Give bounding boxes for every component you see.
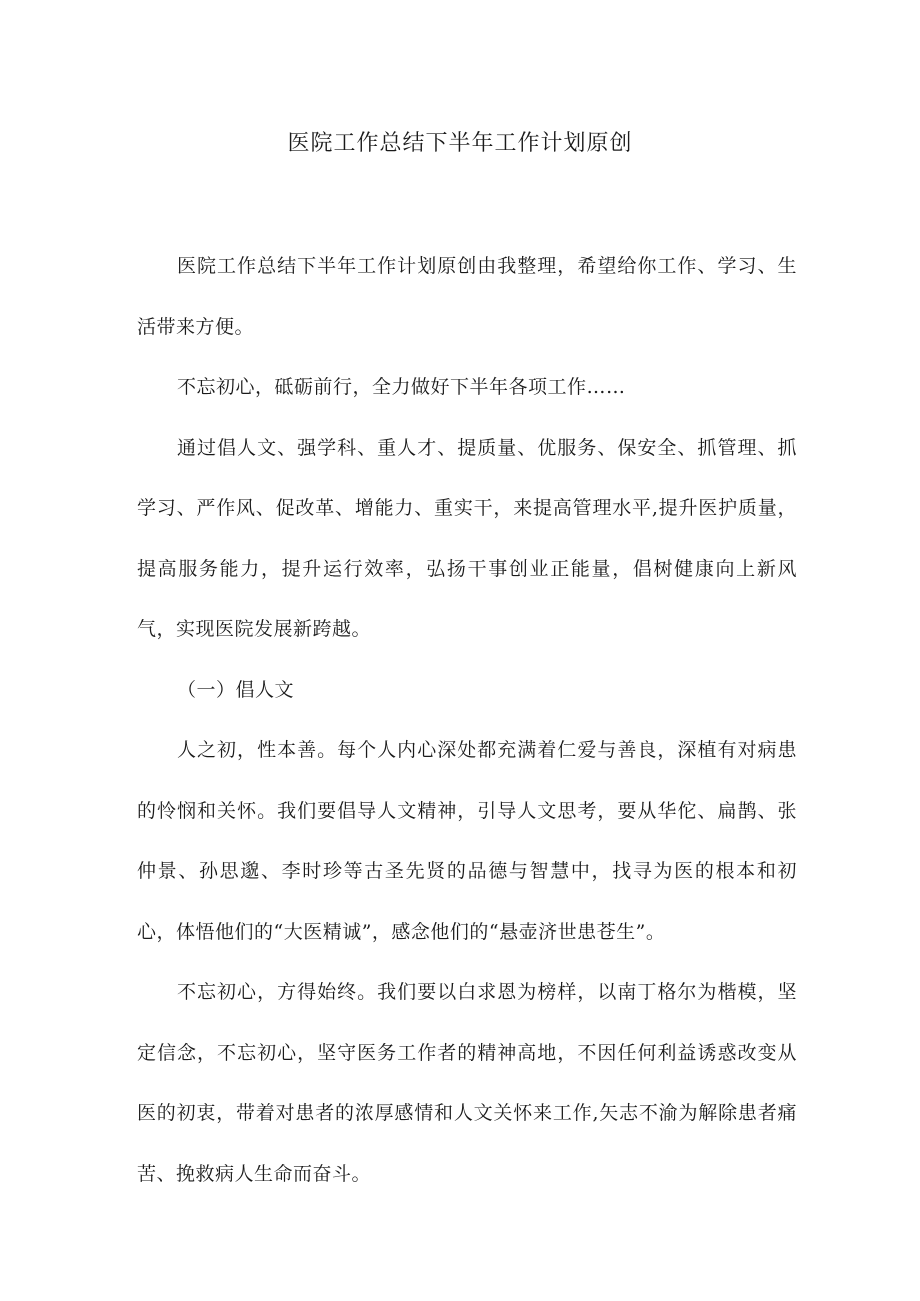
intro-paragraph: 医院工作总结下半年工作计划原创由我整理，希望给你工作、学习、生活带来方便。	[137, 255, 797, 338]
original-aspiration-paragraph: 不忘初心，方得始终。我们要以白求恩为榜样，以南丁格尔为楷模，坚定信念，不忘初心，坚守医务工作者的精神高地，不因任何利益诱惑改变从医的初衷，带着对患者的浓厚感情和人文关怀来工作,矢志不渝为解除患者痛苦、挽救病人生命而奋斗。	[137, 981, 797, 1185]
document-body	[137, 236, 797, 1204]
section-heading: （一）倡人文	[177, 678, 295, 701]
document-title: 医院工作总结下半年工作计划原创	[287, 131, 633, 156]
motto-paragraph: 不忘初心，砥砺前行，全力做好下半年各项工作……	[177, 376, 626, 398]
humanism-paragraph: 人之初，性本善。每个人内心深处都充满着仁爱与善良，深植有对病患的怜悯和关怀。我们要倡导人文精神，引导人文思考，要从华佗、扁鹊、张仲景、孙思邈、李时珍等古圣先贤的品德与智慧中，找寻为医的根本和初心，体悟他们的“大医精诚”，感念他们的“悬壶济世患苍生”。	[137, 739, 797, 943]
overview-paragraph: 通过倡人文、强学科、重人才、提质量、优服务、保安全、抓管理、抓学习、严作风、促改革、增能力、重实干，来提高管理水平,提升医护质量，提高服务能力，提升运行效率，弘扬干事创业正能量，倡树健康向上新风气，实现医院发展新跨越。	[137, 436, 797, 640]
